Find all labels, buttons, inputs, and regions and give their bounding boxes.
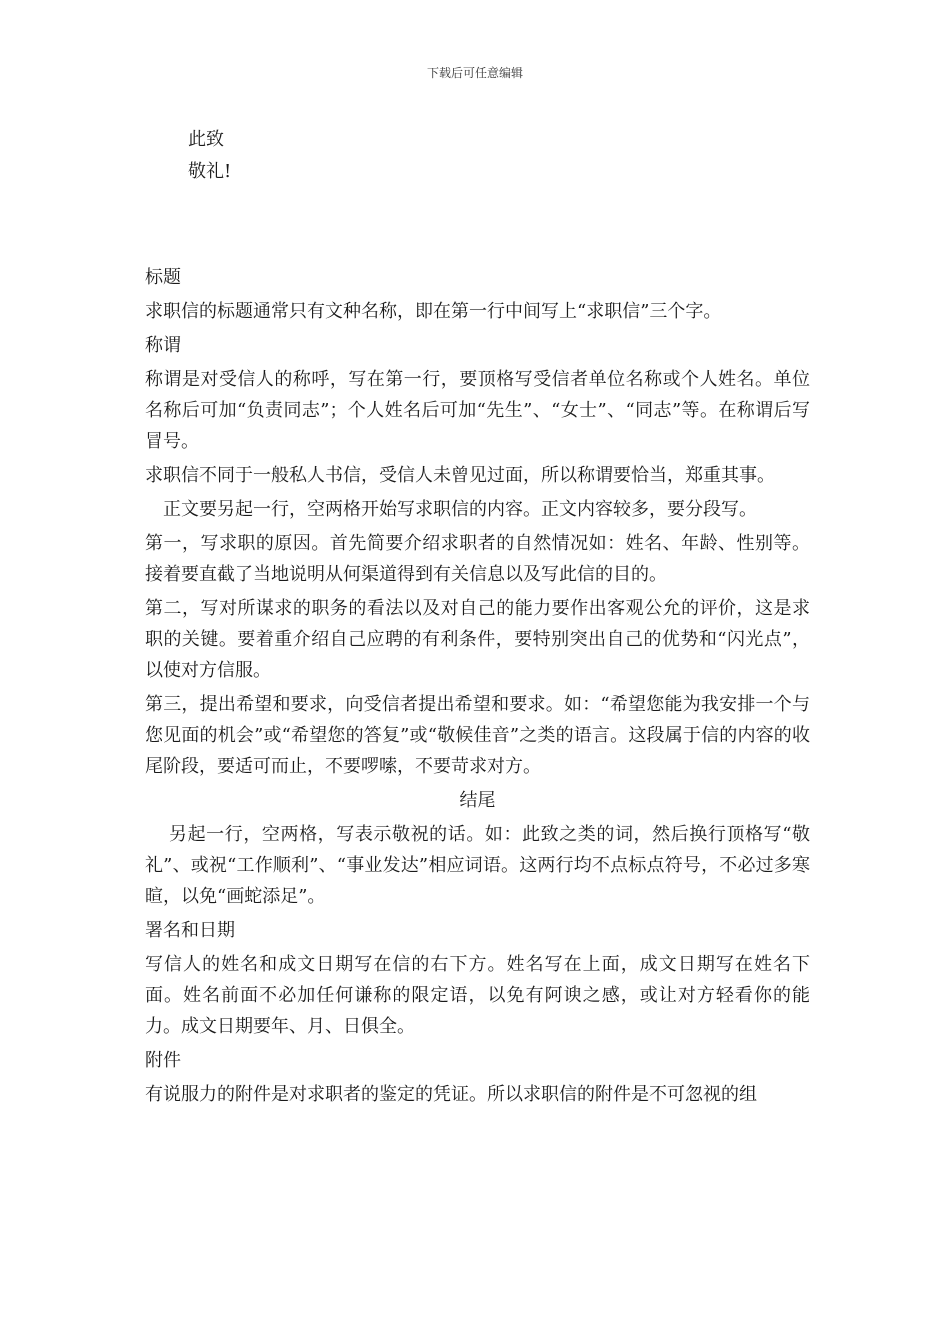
paragraph-salutation-note: 求职信不同于一般私人书信，受信人未曾见过面，所以称谓要恰当，郑重其事。: [145, 465, 775, 486]
paragraph-signature-desc: 写信人的姓名和成文日期写在信的右下方。姓名写在上面，成文日期写在姓名下面。姓名前面不必加任何谦称的限定语，以免有阿谀之感，或让对方轻看你的能力。成文日期要年、月、日俱全。: [145, 954, 810, 1037]
paragraph-title-desc: 求职信的标题通常只有文种名称，即在第一行中间写上“求职信”三个字。: [145, 301, 722, 322]
paragraph-body-intro: 正文要另起一行，空两格开始写求职信的内容。正文内容较多，要分段写。: [163, 499, 757, 520]
paragraph-salutation-desc: 称谓是对受信人的称呼，写在第一行，要顶格写受信者单位名称或个人姓名。单位名称后可加“负责同志”；个人姓名后可加“先生”、“女士”、“同志”等。在称谓后写冒号。: [145, 369, 810, 452]
document-body: [145, 262, 810, 1110]
closing-line-regards: 敬礼!: [188, 161, 232, 182]
paragraph-attachment-desc: 有说服力的附件是对求职者的鉴定的凭证。所以求职信的附件是不可忽视的组: [145, 1084, 757, 1105]
section-heading-signature: 署名和日期: [145, 920, 235, 941]
section-heading-title: 标题: [145, 267, 181, 288]
letter-closing: [188, 124, 231, 188]
section-heading-attachment: 附件: [145, 1050, 181, 1071]
paragraph-ending-desc: 另起一行，空两格，写表示敬祝的话。如：此致之类的词，然后换行顶格写“敬礼”、或祝“工作顺利”、“事业发达”相应词语。这两行均不点标点符号，不必过多寒暄，以免“画蛇添足”。: [145, 824, 810, 907]
section-heading-salutation: 称谓: [145, 335, 181, 356]
paragraph-point-two: 第二，写对所谋求的职务的看法以及对自己的能力要作出客观公允的评价，这是求职的关键。要着重介绍自己应聘的有利条件，要特别突出自己的优势和“闪光点”，以使对方信服。: [145, 598, 810, 681]
paragraph-point-three: 第三，提出希望和要求，向受信者提出希望和要求。如：“希望您能为我安排一个与您见面的机会”或“希望您的答复”或“敬候佳音”之类的语言。这段属于信的内容的收尾阶段，要适可而止，不要啰嗦，不要苛求对方。: [145, 694, 810, 777]
paragraph-point-one: 第一，写求职的原因。首先简要介绍求职者的自然情况如：姓名、年龄、性别等。接着要直截了当地说明从何渠道得到有关信息以及写此信的目的。: [145, 533, 810, 585]
closing-line-salutation: 此致: [188, 129, 224, 150]
section-heading-ending: 结尾: [459, 790, 496, 811]
page-header-note: 下载后可任意编辑: [426, 66, 523, 80]
